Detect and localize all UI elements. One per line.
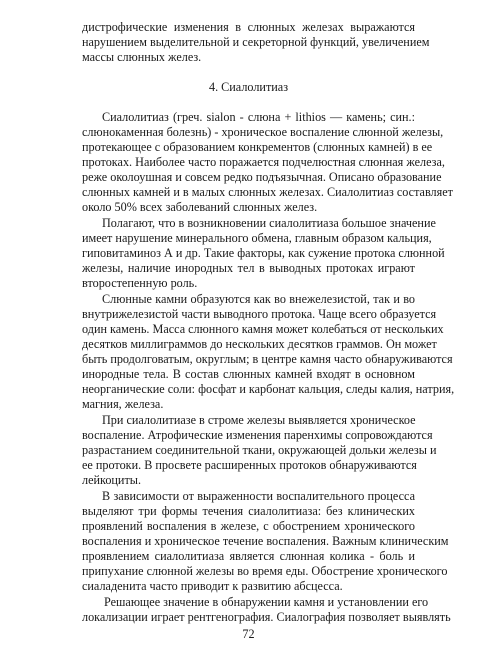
text-line: имеет нарушение минерального обмена, главным образом кальция, [82,231,432,245]
text-line: реже околоушная и совсем редко подъязычная. Описано образование [82,170,442,184]
text-line: около 50% всех заболеваний слюнных желез. [82,200,318,214]
text-line: протекающее с образованием конкрементов (слюнных камней) в ее [82,140,433,154]
text-line: гиповитаминоз А и др. Такие факторы, как сужение протока слюнной [82,246,445,260]
text-line: выделяют три формы течения сиалолитиаза: без клинических [82,504,415,518]
text-line: лейкоциты. [82,473,142,487]
text-line: воспаления и хроническое течение воспаления. Важным клиническим [82,534,449,548]
text-line: слюнокаменная болезнь) - хроническое воспаление слюнной железы, [82,125,444,139]
page-number: 72 [242,627,255,641]
text-line: инородные тела. В состав слюнных камней входят в основном [82,367,415,381]
text-line: железы, наличие инородных тел в выводных протоках играют [82,261,415,275]
text-line: воспаление. Атрофические изменения паренхимы сопровождаются [82,428,433,442]
text-line: припухание слюнной железы во время еды. Обострение хронического [82,564,448,578]
text-line: массы слюнных желез. [82,50,202,64]
text-line: В зависимости от выраженности воспалительного процесса [102,489,415,503]
text-line: проявлением сиалолитиаза является слюнная колика - боль и [82,549,415,563]
text-line: Решающее значение в обнаружении камня и установлении его [104,595,429,609]
text-line: разрастанием соединительной ткани, окружающей дольки железы и [82,443,437,457]
text-line: магния, железа. [82,397,164,411]
text-line: дистрофические изменения в слюнных железах выражаются [82,20,415,34]
text-line: Сиалолитиаз (греч. sialon - слюна + lithios — камень; син.: [102,110,415,124]
text-line: При сиалолитиазе в строме железы выявляется хроническое [102,413,416,427]
text-line: десятков миллиграммов до нескольких десятков граммов. Он может [82,337,437,351]
text-line: слюнных камней и в малых слюнных железах. Сиалолитиаз составляет [82,185,453,199]
text-line: проявлений воспаления в железе, с обострением хронического [82,519,415,533]
text-line: ее протоки. В просвете расширенных протоков обнаруживаются [82,458,417,472]
text-line: сиаладенита часто приводит к развитию абсцесса. [82,579,343,593]
section-heading: 4. Сиалолитиаз [208,80,289,94]
text-line: локализации играет рентгенография. Сиалография позволяет выявлять [82,610,451,624]
text-line: неорганические соли: фосфат и карбонат кальция, следы калия, натрия, [82,382,455,396]
text-line: Полагают, что в возникновении сиалолитиаза большое значение [102,216,436,230]
text-line: нарушением выделительной и секреторной функций, увеличением [82,35,430,49]
text-line: быть продолговатым, округлым; в центре камня часто обнаруживаются [82,352,453,366]
text-line: второстепенную роль. [82,276,198,290]
text-line: Слюнные камни образуются как во внежелезистой, так и во [102,292,415,306]
text-line: протоках. Наиболее часто поражается подчелюстная слюнная железа, [82,155,445,169]
text-line: один камень. Масса слюнного камня может колебаться от нескольких [82,322,444,336]
text-line: внутрижелезистой части выводного протока. Чаще всего образуется [82,307,437,321]
